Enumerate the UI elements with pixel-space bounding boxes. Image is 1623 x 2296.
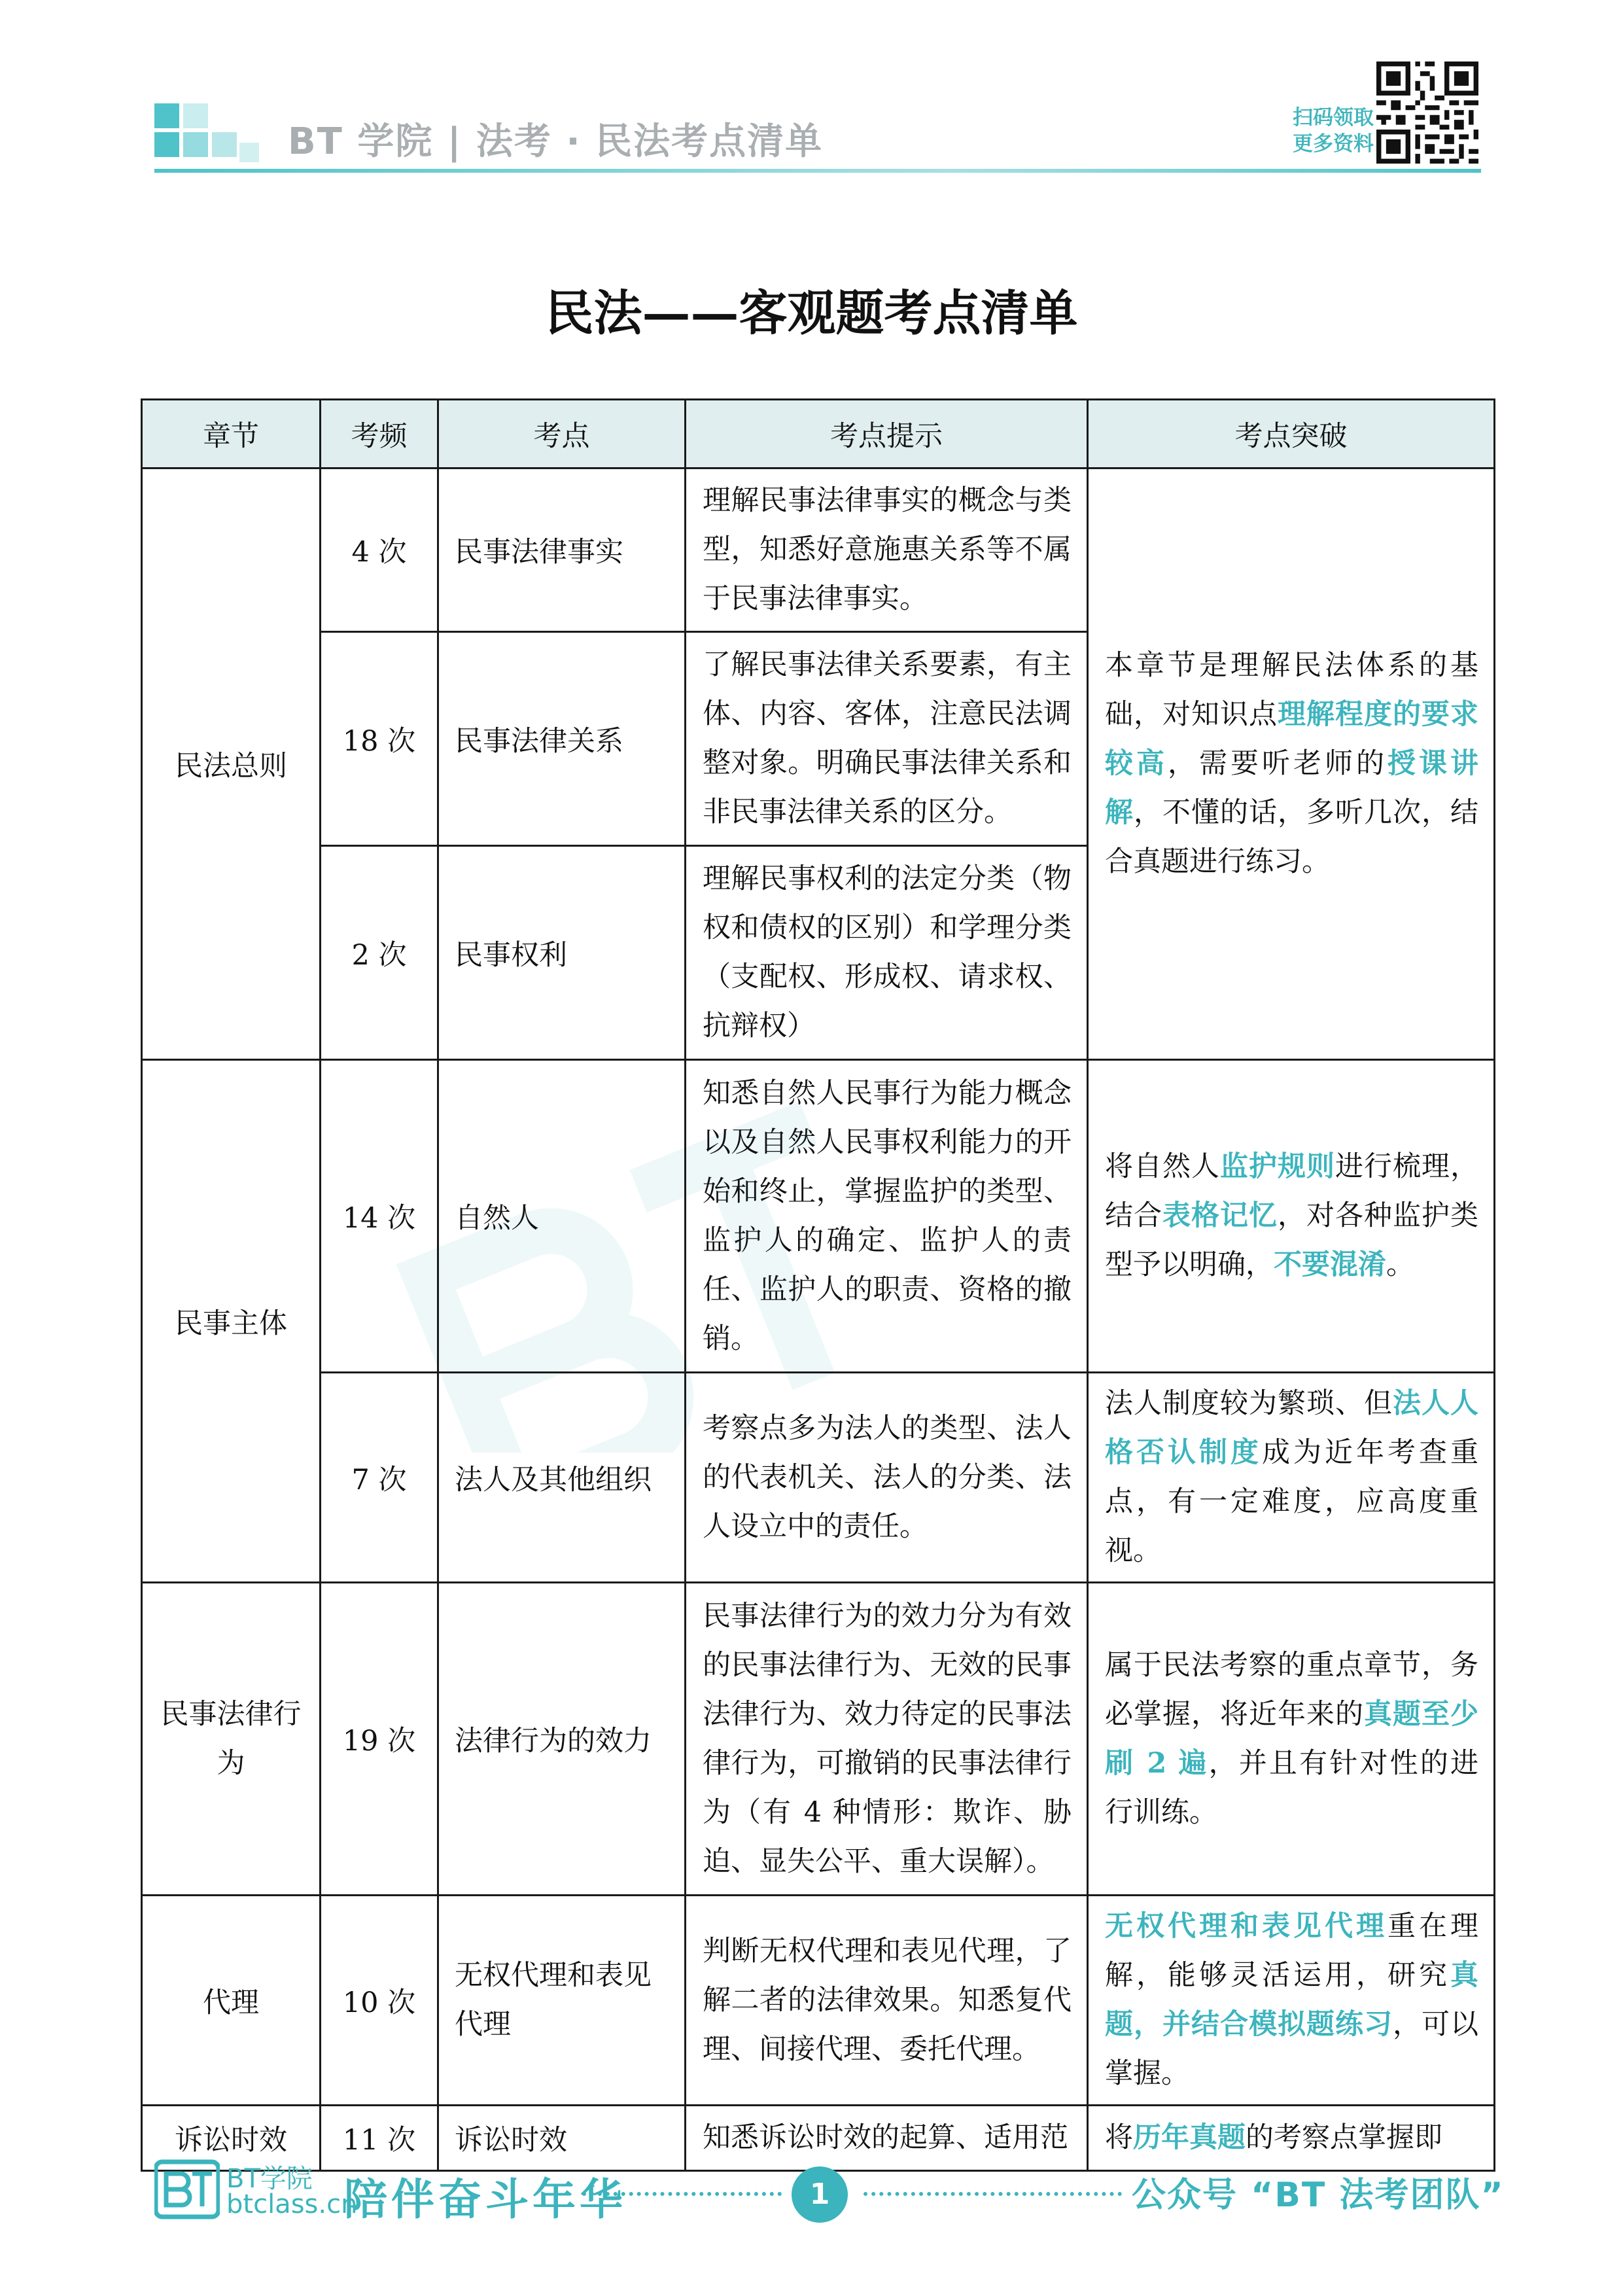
breakthrough-text <box>1089 1374 1493 1581</box>
tip-text: 理解民事法律事实的概念与类型，知悉好意施惠关系等不属于民事法律事实。 <box>703 484 1072 615</box>
footer-dotted-line-right <box>864 2192 1122 2196</box>
chapter-label: 民事法律行为 <box>160 1697 302 1780</box>
document-title: 民法——客观题考点清单 <box>545 285 1078 342</box>
footer-dotted-line-left <box>582 2192 782 2196</box>
frequency-cell: 11 次 <box>321 2106 438 2171</box>
header-tip: 考点提示 <box>686 400 1088 468</box>
breakthrough-cell <box>1088 468 1495 1060</box>
frequency-cell: 7 次 <box>321 1373 438 1583</box>
breakthrough-segment: 。 <box>1386 1248 1414 1281</box>
frequency-cell: 14 次 <box>321 1060 438 1373</box>
breakthrough-segment: 重在理解，能够灵活运用，研究 <box>1105 1910 1478 1992</box>
breakthrough-cell <box>1088 1896 1495 2106</box>
breakthrough-cell <box>1088 1373 1495 1583</box>
page-number: 1 <box>792 2166 848 2223</box>
breakthrough-text <box>1089 1897 1493 2104</box>
tip-cell <box>686 1373 1088 1583</box>
chapter-cell: 诉讼时效 <box>142 2106 321 2171</box>
breakthrough-text <box>1089 1137 1493 1295</box>
table-row <box>142 1060 1495 1373</box>
header-chapter: 章节 <box>142 400 321 468</box>
point-cell: 民事权利 <box>438 846 686 1060</box>
tip-text: 知悉自然人民事行为能力概念以及自然人民事权利能力的开始和终止，掌握监护的类型、监护人的确定、监护人的责任、监护人的职责、资格的撤销。 <box>703 1076 1072 1355</box>
table-row <box>142 2106 1495 2171</box>
chapter-cell: 代理 <box>142 1896 321 2106</box>
tip-text: 判断无权代理和表见代理，了解二者的法律效果。知悉复代理、间接代理、委托代理。 <box>703 1934 1072 2066</box>
breakthrough-text <box>1089 2108 1493 2168</box>
highlight-text: 无权代理和表见代理 <box>1105 1910 1387 1943</box>
header-divider <box>154 169 1481 173</box>
point-cell <box>438 1896 686 2106</box>
tip-cell <box>686 1060 1088 1373</box>
tip-cell <box>686 2106 1088 2171</box>
highlight-text: 历年真题 <box>1133 2121 1246 2154</box>
chapter-cell: 民事主体 <box>142 1060 321 1583</box>
frequency-cell: 10 次 <box>321 1896 438 2106</box>
breakthrough-segment: 成为近年考查重点，有一定难度，应高度重视。 <box>1105 1436 1478 1567</box>
point-cell: 法律行为的效力 <box>438 1583 686 1896</box>
footer-brand-name: BT学院 <box>226 2164 313 2194</box>
footer-brand-url[interactable]: btclass.cn <box>226 2189 358 2219</box>
point-cell: 民事法律事实 <box>438 468 686 632</box>
tip-text: 考察点多为法人的类型、法人的代表机关、法人的分类、法人设立中的责任。 <box>703 1411 1072 1543</box>
qr-caption-line1: 扫码领取 <box>1293 106 1374 130</box>
table-row <box>142 1583 1495 1896</box>
header-logo-blocks <box>154 103 266 169</box>
chapter-cell: 民法总则 <box>142 468 321 1060</box>
qr-caption-line2: 更多资料 <box>1293 132 1374 156</box>
highlight-text: 监护规则 <box>1220 1150 1335 1183</box>
footer-wechat-account: 公众号 “BT 法考团队” <box>1132 2176 1505 2215</box>
footer-logo-icon <box>154 2159 220 2219</box>
highlight-text: 理解程度的要求较高 <box>1105 698 1478 780</box>
point-label: 无权代理和表见代理 <box>455 1959 652 2041</box>
highlight-text: 授课讲解 <box>1105 747 1478 829</box>
breakthrough-text <box>1089 636 1493 892</box>
breakthrough-segment: ，可以掌握。 <box>1105 2008 1478 2090</box>
point-cell: 法人及其他组织 <box>438 1373 686 1583</box>
header-point: 考点 <box>438 400 686 468</box>
frequency-cell: 2 次 <box>321 846 438 1060</box>
breakthrough-segment: 本章节是理解民法体系的基础，对知识点 <box>1105 649 1478 731</box>
breakthrough-segment: ，对各种监护类型予以明确， <box>1105 1199 1478 1281</box>
breakthrough-text <box>1089 1636 1493 1843</box>
highlight-text: 真题，并结合模拟题练习 <box>1105 1959 1478 2041</box>
tip-text: 了解民事法律关系要素，有主体、内容、客体，注意民法调整对象。明确民事法律关系和非民事法律关系的区分。 <box>703 648 1072 828</box>
highlight-text: 表格记忆 <box>1162 1199 1278 1232</box>
footer-slogan: 陪伴奋斗年华 <box>344 2174 627 2225</box>
breakthrough-segment: 的考察点掌握即 <box>1246 2121 1442 2154</box>
chapter-cell <box>142 1583 321 1896</box>
highlight-text: 不要混淆 <box>1274 1248 1386 1281</box>
breakthrough-segment: ，并且有针对性的进行训练。 <box>1105 1746 1478 1829</box>
tip-text: 知悉诉讼时效的起算、适用范 <box>703 2121 1068 2154</box>
frequency-cell: 18 次 <box>321 632 438 846</box>
table-header-row <box>142 400 1495 468</box>
tip-cell <box>686 468 1088 632</box>
breakthrough-segment: 法人制度较为繁琐、但 <box>1105 1387 1393 1420</box>
breakthrough-segment: 将 <box>1105 2121 1133 2154</box>
breakthrough-segment: 将自然人 <box>1105 1150 1220 1183</box>
header-title: BT 学院 | 法考 · 民法考点清单 <box>288 120 824 163</box>
breakthrough-segment: ，需要听老师的 <box>1168 747 1387 780</box>
breakthrough-cell <box>1088 2106 1495 2171</box>
qr-code-icon[interactable] <box>1376 62 1478 164</box>
tip-cell <box>686 1896 1088 2106</box>
tip-text: 理解民事权利的法定分类（物权和债权的区别）和学理分类（支配权、形成权、请求权、抗辩权） <box>703 862 1072 1042</box>
tip-text: 民事法律行为的效力分为有效的民事法律行为、无效的民事法律行为、效力待定的民事法律行为，可撤销的民事法律行为（有 4 种情形：欺诈、胁迫、显失公平、重大误解）。 <box>703 1599 1072 1878</box>
point-cell: 诉讼时效 <box>438 2106 686 2171</box>
breakthrough-segment: 属于民法考察的重点章节，务必掌握，将近年来的 <box>1105 1648 1478 1731</box>
point-cell: 民事法律关系 <box>438 632 686 846</box>
table-row <box>142 1896 1495 2106</box>
tip-cell <box>686 632 1088 846</box>
header-frequency: 考频 <box>321 400 438 468</box>
qr-caption <box>1276 105 1374 157</box>
frequency-cell: 19 次 <box>321 1583 438 1896</box>
point-cell: 自然人 <box>438 1060 686 1373</box>
header-breakthrough: 考点突破 <box>1088 400 1495 468</box>
breakthrough-cell <box>1088 1583 1495 1896</box>
table-row <box>142 1373 1495 1583</box>
exam-points-table <box>141 398 1495 2172</box>
breakthrough-cell <box>1088 1060 1495 1373</box>
breakthrough-segment: 进行梳理，结合 <box>1105 1150 1478 1232</box>
breakthrough-segment: ，不懂的话，多听几次，结合真题进行练习。 <box>1105 796 1478 878</box>
highlight-text: 真题至少刷 2 遍 <box>1105 1697 1478 1780</box>
highlight-text: 法人人格否认制度 <box>1105 1387 1478 1469</box>
table-row <box>142 468 1495 632</box>
tip-cell <box>686 846 1088 1060</box>
tip-cell <box>686 1583 1088 1896</box>
frequency-cell: 4 次 <box>321 468 438 632</box>
